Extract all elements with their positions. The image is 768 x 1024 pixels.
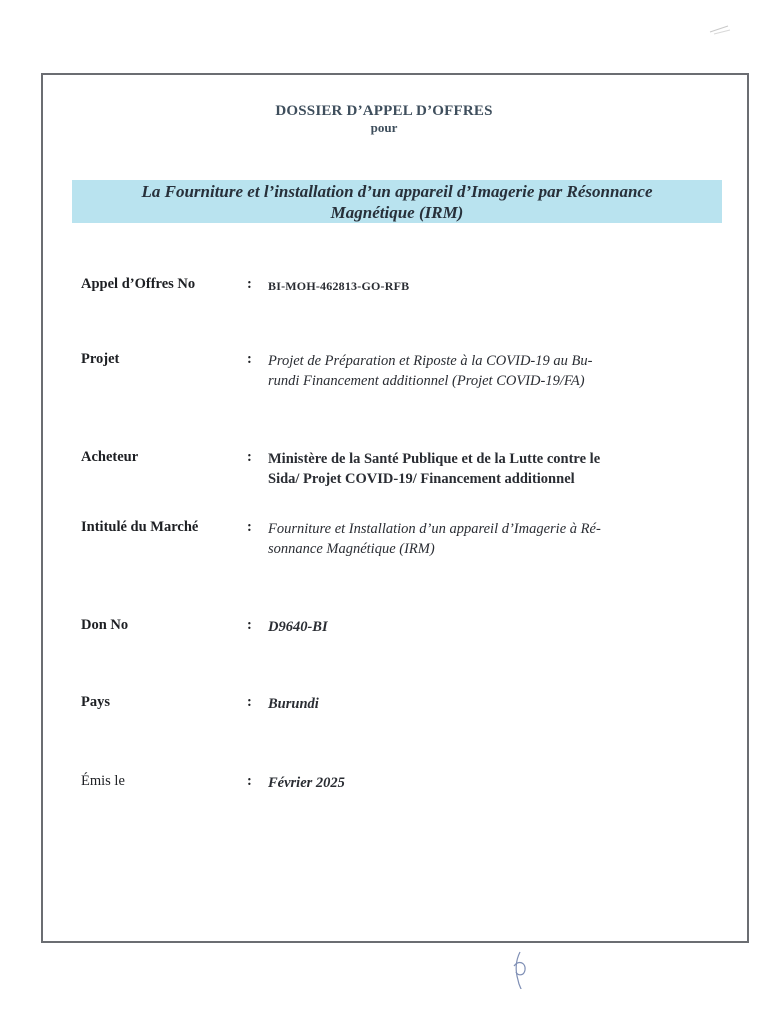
value-line: rundi Financement additionnel (Projet COVID-19/FA) [268,373,585,389]
field-label-buyer: Acheteur [81,449,139,465]
field-separator: : [247,694,252,710]
field-label-tender-number: Appel d’Offres No [81,276,196,292]
field-value-issued-on [268,773,688,793]
field-value-grant-number [268,617,688,637]
scan-corner-mark [708,22,732,36]
field-separator: : [247,351,252,367]
value-line: Burundi [268,696,319,712]
field-separator: : [247,449,252,465]
field-separator: : [247,519,252,535]
field-value-buyer [268,449,688,489]
subject-line-1: La Fourniture et l’installation d’un appareil d’Imagerie par Résonnance [141,182,653,201]
field-value-project [268,351,688,391]
field-label-country: Pays [81,694,110,710]
field-separator: : [247,276,252,292]
field-value-tender-number [268,276,688,296]
field-separator: : [247,773,252,789]
field-label-contract-title: Intitulé du Marché [81,519,199,535]
value-line: sonnance Magnétique (IRM) [268,541,435,557]
field-label-grant-number: Don No [81,617,129,633]
value-line: BI-MOH-462813-GO-RFB [268,279,410,293]
field-value-country [268,694,688,714]
value-line: D9640-BI [268,619,328,635]
document-heading [0,103,768,136]
value-line: Ministère de la Santé Publique et de la Lutte contre le [268,451,601,467]
heading-subtitle: pour [370,120,398,135]
field-label-issued-on: Émis le [81,773,125,789]
initials-signature [510,950,532,990]
field-label-project: Projet [81,351,120,367]
heading-title: DOSSIER D’APPEL D’OFFRES [275,103,493,119]
value-line: Fourniture et Installation d’un appareil d’Imagerie à Ré- [268,521,601,537]
field-separator: : [247,617,252,633]
value-line: Sida/ Projet COVID-19/ Financement additionnel [268,471,575,487]
field-value-contract-title [268,519,688,559]
subject-banner [72,180,722,223]
value-line: Février 2025 [268,775,345,791]
value-line: Projet de Préparation et Riposte à la COVID-19 au Bu- [268,353,593,369]
subject-line-2: Magnétique (IRM) [330,203,464,222]
